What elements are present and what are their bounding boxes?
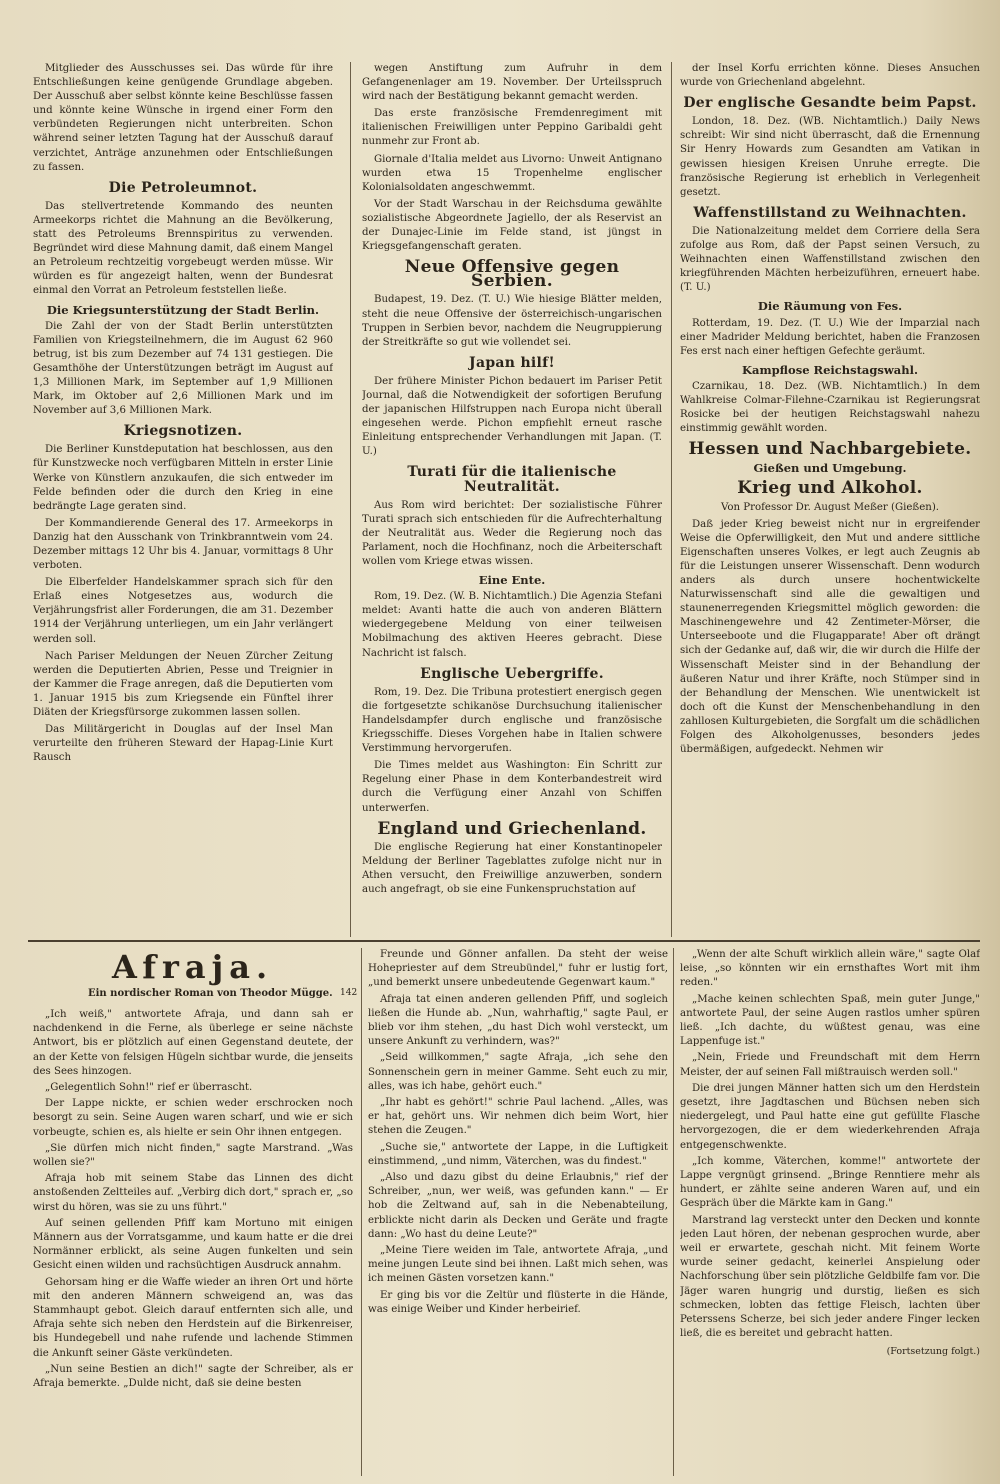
article-paragraph: Der Kommandierende General des 17. Armeekorps in Danzig hat den Ausschank von Trinkbranntwein vom 24. Dezember mittags 12 Uhr bis 4. Januar, vormittags 8 Uhr verboten. bbox=[33, 517, 333, 572]
article-paragraph: Der frühere Minister Pichon bedauert im Pariser Petit Journal, daß die Notwendigkeit der sofortigen Berufung der japanischen Hilfstruppen nach Europa nicht überall eingesehen werde. Pichon empfiehlt erneut rasche Einleitung entsprechender Verhandlungen mit Japan. (T. U.) bbox=[362, 375, 662, 458]
column-divider bbox=[350, 62, 351, 937]
serial-paragraph: „Mache keinen schlechten Spaß, mein guter Junge," antwortete Paul, der seine Augen rastlos umher spüren ließ. „Ich dachte, du wüßtest genau, was eine Lappenfuge ist." bbox=[680, 993, 980, 1048]
article-paragraph: Das stellvertretende Kommando des neunten Armeekorps richtet die Mahnung an die Bevölkerung, statt des Petroleums Brennspiritus zu verwenden. Begründet wird diese Mahnung damit, daß einem Mangel an Petroleum rechtzeitig vorgebeugt werden müsse. Wir würden es für angezeigt halten, wenn der Bundesrat einmal den Vorrat an Petroleum feststellen ließe. bbox=[33, 200, 333, 297]
serial-paragraph: „Nun seine Bestien an dich!" sagte der Schreiber, als er Afraja bemerkte. „Dulde nicht, daß sie deine besten bbox=[33, 1363, 353, 1390]
article-paragraph: Vor der Stadt Warschau in der Reichsduma gewählte sozialistische Abgeordnete Jagiello, der als Reservist an der Dunajec-Linie im Felde stand, ist jüngst in Kriegsgefangenschaft geraten. bbox=[362, 198, 662, 253]
serial-paragraph: „Gelegentlich Sohn!" rief er überrascht. bbox=[45, 1082, 253, 1094]
article-paragraph: Budapest, 19. Dez. (T. U.) Wie hiesige Blätter melden, steht die neue Offensive der österreichisch-ungarischen Truppen in Serbien bevor, nachdem die Neugruppierung der Streitkräfte so gut wie vollendet sei. bbox=[362, 294, 662, 348]
serial-paragraph: Gehorsam hing er die Waffe wieder an ihren Ort und hörte mit den anderen Männern schweigend an, was das Stammhaupt gebot. Gleich darauf entfernten sich alle, und Afraja sehte sich neben den Herdstein auf die Birkenreiser, bis Hundegebell und nahe rufende und lachende Stimmen die Ankunft seiner Gäste verkündeten. bbox=[33, 1276, 353, 1359]
article-paragraph: Mitglieder des Ausschusses sei. Das würde für ihre Entschließungen keine genügende Grundlage abgeben. Der Ausschuß aber selbst könnte keine Beschlüsse fassen und könnte keine Wünsche in irgend einer Form den verbündeten Regierungen nicht unterbreiten. Schon während seiner letzten Tagung hat der Ausschuß darauf verzichtet, Anträge anzunehmen oder Entschließungen zu fassen. bbox=[33, 63, 333, 173]
headline-fes: Die Räumung von Fes. bbox=[757, 299, 903, 314]
serial-column-3 bbox=[680, 948, 980, 1476]
article-paragraph: Giornale d'Italia meldet aus Livorno: Unweit Antignano wurden etwa 15 Tropenhelme englischer Kolonialsoldaten angeschwemmt. bbox=[362, 153, 662, 193]
section-subheading-giessen: Gießen und Umgebung. bbox=[753, 461, 907, 476]
serial-number: 142 bbox=[340, 988, 358, 998]
headline-waffenstillstand: Waffenstillstand zu Weihnachten. bbox=[693, 204, 967, 221]
serial-paragraph: „Ich komme, Väterchen, komme!" antwortete der Lappe vergnügt grinsend. „Bringe Renntiere mehr als hundert, er zählte seine anderen Waren auf, und ein Gespräch über die Märkte kam in Gang." bbox=[680, 1155, 980, 1210]
article-paragraph: Die Berliner Kunstdeputation hat beschlossen, aus den für Kunstzwecke noch verfügbaren Mitteln in erster Linie Werke von Künstlern anzukaufen, die sich entweder im Felde befinden oder die durch den Krieg in eine bedrängte Lage geraten sind. bbox=[33, 444, 333, 512]
article-paragraph: wegen Anstiftung zum Aufruhr in dem Gefangenenlager am 19. November. Der Urteilsspruch wird nach der Bestätigung bekannt gemacht werden. bbox=[362, 63, 662, 103]
headline-uebergriffe: Englische Uebergriffe. bbox=[420, 665, 604, 682]
headline-ente: Eine Ente. bbox=[478, 573, 546, 588]
feuilleton-divider bbox=[28, 940, 980, 942]
serial-paragraph: Die drei jungen Männer hatten sich um den Herdstein gesetzt, ihre Jagdtaschen und Büchsen neben sich niedergelegt, und Paul hatte eine gut gefüllte Flasche hervorgezogen, die er dem wiederkehrenden Afraja entgegenschwenkte. bbox=[680, 1082, 980, 1151]
column-2 bbox=[362, 62, 662, 937]
headline-griechenland: England und Griechenland. bbox=[377, 818, 647, 839]
column-1 bbox=[33, 62, 333, 937]
article-paragraph: Rom, 19. Dez. (W. B. Nichtamtlich.) Die Agenzia Stefani meldet: Avanti hatte die auch von anderen Blättern wiedergegebene Meldung von einer teilweisen Mobilmachung des aktiven Heeres gebracht. Diese Nachricht ist falsch. bbox=[362, 591, 662, 659]
serial-title: Afraja. bbox=[112, 948, 274, 986]
article-paragraph: Die Zahl der von der Stadt Berlin unterstützten Familien von Kriegsteilnehmern, die im August 62 960 betrug, ist bis zum Dezember auf 74 131 gestiegen. Die Gesamthöhe der Unterstützungen beträgt im August auf 1,3 Millionen Mark, im September auf 1,9 Millionen Mark, im Oktober auf 2,6 Millionen Mark und im November auf 3,6 Millionen Mark. bbox=[33, 320, 333, 417]
article-paragraph: Die Nationalzeitung meldet dem Corriere della Sera zufolge aus Rom, daß der Papst seinen Versuch, zu Weihnachten einen Waffenstillstand zwischen den kriegführenden Mächten herbeizuführen, erneuert habe. (T. U.) bbox=[680, 225, 980, 294]
serial-column-1 bbox=[33, 1008, 353, 1476]
serial-paragraph: „Wenn der alte Schuft wirklich allein wäre," sagte Olaf leise, „so könnten wir ein ernsthaftes Wort mit ihm reden." bbox=[680, 949, 980, 989]
article-paragraph: Czarnikau, 18. Dez. (WB. Nichtamtlich.) In dem Wahlkreise Colmar-Filehne-Czarnikau ist Regierungsrat Rosicke bei der heutigen Reichstagswahl nahezu einstimmig gewählt worden. bbox=[680, 380, 980, 435]
article-paragraph: Das erste französische Fremdenregiment mit italienischen Freiwilligen unter Peppino Garibaldi geht nunmehr zur Front ab. bbox=[362, 108, 662, 148]
article-paragraph: Nach Pariser Meldungen der Neuen Zürcher Zeitung werden die Deputierten Abrien, Pesse und Treignier in der Kammer die Frage anregen, daß die Deputierten vom 1. Januar 1915 bis zum Kriegsende ein Fünftel ihrer Diäten der Kriegsfürsorge zukommen lassen sollen. bbox=[33, 650, 333, 719]
serial-paragraph: Auf seinen gellenden Pfiff kam Mortuno mit einigen Männern aus der Vorratsgamme, und kaum hatte er die drei Normänner erblickt, als seine Augen funkelten und sein Gesicht einen wilden und rachsüchtigen Ausdruck annahm. bbox=[33, 1217, 353, 1272]
serial-paragraph: „Ich weiß," antwortete Afraja, und dann sah er nachdenkend in die Ferne, als überlege er seine nächste Antwort, bis er plötzlich auf einen Gegenstand deutete, der an der Kette von felsigen Hügeln sichtbar wurde, die jenseits des Sees hinzogen. bbox=[33, 1009, 353, 1077]
headline-krieg-alkohol: Krieg und Alkohol. bbox=[737, 478, 923, 499]
article-paragraph: der Insel Korfu errichten könne. Dieses Ansuchen wurde von Griechenland abgelehnt. bbox=[680, 63, 980, 89]
headline-gesandte-papst: Der englische Gesandte beim Papst. bbox=[683, 95, 977, 112]
serial-paragraph: Freunde und Gönner anfallen. Da steht der weise Hohepriester auf dem Streubündel," fuhr er lustig fort, „und bemerkt unsere unbedeutende Gegenwart kaum." bbox=[368, 949, 668, 989]
serial-subtitle: Ein nordischer Roman von Theodor Mügge. bbox=[88, 988, 333, 999]
section-heading-hessen: Hessen und Nachbargebiete. bbox=[688, 439, 972, 460]
article-paragraph: Das Militärgericht in Douglas auf der Insel Man verurteilte den früheren Steward der Hapag-Linie Kurt Rausch bbox=[33, 724, 333, 764]
article-paragraph: Rotterdam, 19. Dez. (T. U.) Wie der Imparzial nach einer Madrider Meldung berichtet, haben die Franzosen Fes erst nach einer heftigen Gefechte geräumt. bbox=[680, 317, 980, 357]
article-byline: Von Professor Dr. August Meßer (Gießen). bbox=[720, 501, 940, 513]
column-divider bbox=[673, 948, 674, 1476]
serial-paragraph: „Sie dürfen mich nicht finden," sagte Marstrand. „Was wollen sie?" bbox=[33, 1142, 353, 1169]
serial-paragraph: Afraja hob mit seinem Stabe das Linnen des dicht anstoßenden Zeltteiles auf. „Verbirg dich dort," sprach er, „so wirst du hören, was sie zu uns führt." bbox=[33, 1173, 353, 1213]
headline-petroleumnot: Die Petroleumnot. bbox=[108, 179, 258, 196]
headline-japan: Japan hilf! bbox=[469, 354, 555, 371]
article-paragraph: Daß jeder Krieg beweist nicht nur in ergreifender Weise die Opferwilligkeit, den Mut und andere sittliche Eigenschaften unseres Volkes, er legt auch Zeugnis ab für die Leistungen unserer Wissenschaft. Denn wodurch anders als durch unsere hochentwickelte Naturwissenschaft sind alle die gewaltigen und staunenerregenden Kriegsmittel möglich geworden: die Maschinengewehre und 42 Zentimeter-Mörser, die Unterseeboote und die Flugapparate! Aber oft drängt sich der Gedanke auf, daß wir, die wir durch die Hilfe der Wissenschaft Meister sind in der Behandlung der äußeren Natur und ihrer Kräfte, noch Stümper sind in der Behandlung der Menschen. Wie unentwickelt ist doch oft die Kunst der Menschenbehandlung in den zahllosen Kulturgebieten, die Sorgfalt um die schädlichen Folgen des Alkoholgenusses, besonders jedes übermäßigen, aufgedeckt. Nehmen wir bbox=[680, 518, 980, 756]
article-paragraph: Die Times meldet aus Washington: Ein Schritt zur Regelung einer Phase in dem Konterbandestreit wird durch die Verfügung einer Anzahl von Schiffen unterwerfen. bbox=[362, 760, 662, 814]
article-paragraph: London, 18. Dez. (WB. Nichtamtlich.) Daily News schreibt: Wir sind nicht überrascht, daß die Ernennung Sir Henry Howards zum Gesandten am Vatikan in gewissen hiesigen Kreisen Unruhe erregte. Die französische Regierung ist erheblich in Verlegenheit gesetzt. bbox=[680, 116, 980, 198]
serial-paragraph: Der Lappe nickte, er schien weder erschrocken noch besorgt zu sein. Seine Augen waren scharf, und wie er sich vorbeugte, schien es, als hielte er sein Ohr ihnen entgegen. bbox=[33, 1098, 353, 1138]
column-divider bbox=[671, 62, 672, 937]
article-paragraph: Die englische Regierung hat einer Konstantinopeler Meldung der Berliner Tageblattes zufolge nicht nur in Athen versucht, den Freiwillige anzuwerben, sondern auch angefragt, ob sie eine Funkenspruchstation auf bbox=[362, 841, 662, 895]
serial-paragraph: „Seid willkommen," sagte Afraja, „ich sehe den Sonnenschein gern in meiner Gamme. Seht euch zu mir, alles, was ich habe, gehört euch." bbox=[368, 1052, 668, 1092]
serial-paragraph: Er ging bis vor die Zeltür und flüsterte in die Hände, was einige Weiber und Kinder herbeirief. bbox=[368, 1289, 668, 1315]
serial-column-2 bbox=[368, 948, 668, 1476]
headline-turati: Turati für die italienische Neutralität. bbox=[407, 464, 617, 495]
headline-kriegsnotizen: Kriegsnotizen. bbox=[123, 423, 243, 440]
serial-paragraph: „Nein, Friede und Freundschaft mit dem Herrn Meister, der auf seinen Fall mißtrauisch werden soll." bbox=[680, 1052, 980, 1078]
article-paragraph: Die Elberfelder Handelskammer sprach sich für den Erlaß eines Notgesetzes aus, wodurch die Verjährungsfrist aller Forderungen, die am 31. Dezember 1914 der Verjährung unterliegen, um ein Jahr verlängert werden soll. bbox=[33, 577, 333, 645]
serial-paragraph: „Meine Tiere weiden im Tale, antwortete Afraja, „und meine jungen Leute sind bei ihnen. Laßt mich sehen, was ich meinen Gästen vorsetzen kann." bbox=[368, 1245, 668, 1285]
column-divider bbox=[361, 948, 362, 1476]
serial-continued-note: (Fortsetzung folgt.) bbox=[886, 1346, 980, 1358]
headline-kriegsunterstuetzung: Die Kriegsunterstützung der Stadt Berlin. bbox=[46, 302, 320, 317]
serial-paragraph: Afraja tat einen anderen gellenden Pfiff, und sogleich ließen die Hunde ab. „Nun, wahrhaftig," sagte Paul, er blieb vor ihm stehen, „du hast Dich wohl versteckt, um unsere Ankunft zu verhindern, was?" bbox=[368, 993, 668, 1048]
article-paragraph: Rom, 19. Dez. Die Tribuna protestiert energisch gegen die fortgesetzte schikanöse Durchsuchung italienischer Handelsdampfer durch englische und französische Kriegsschiffe. Dieses Vorgehen habe in Italien schwere Verstimmung hervorgerufen. bbox=[362, 686, 662, 755]
serial-paragraph: „Also und dazu gibst du deine Erlaubnis," rief der Schreiber, „nun, wer weiß, was gefunden kann." — Er hob die Zeltwand auf, sah in die Nebenabteilung, erblickte nicht darin als Decken und Geräte und fragte dann: „Wo hast du deine Leute?" bbox=[368, 1172, 668, 1240]
column-3 bbox=[680, 62, 980, 937]
serial-paragraph: „Suche sie," antwortete der Lappe, in die Luftigkeit einstimmend, „und nimm, Väterchen, was du findest." bbox=[368, 1141, 668, 1167]
serial-paragraph: „Ihr habt es gehört!" schrie Paul lachend. „Alles, was er hat, gehört uns. Wir nehmen dich beim Wort, hier stehen die Zeugen." bbox=[368, 1097, 668, 1137]
serial-paragraph: Marstrand lag versteckt unter den Decken und konnte jeden Laut hören, der nebenan gesprochen wurde, aber weil er erwartete, geschah nicht. Mit feinem Worte wurde seiner gedacht, keinerlei Anspielung oder Nachforschung über sein plötzliche Geldbilfe fam vor. Die Jäger waren hungrig und durstig, ließen es sich schmecken, lobten das fettige Fleisch, lachten über Peterssens Scherze, bei sich jeder andere Finger lecken ließ, die es bereitet und gebracht hatten. bbox=[680, 1214, 980, 1340]
article-paragraph: Aus Rom wird berichtet: Der sozialistische Führer Turati sprach sich entschieden für die Aufrechterhaltung der Neutralität aus. Weder die Regierung noch das Parlament, noch die Hochfinanz, noch die Arbeiterschaft wollen vom Kriege etwas wissen. bbox=[362, 499, 662, 567]
headline-reichstagswahl: Kampflose Reichstagswahl. bbox=[742, 362, 918, 377]
headline-offensive-serbien: Neue Offensive gegen Serbien. bbox=[404, 257, 620, 292]
